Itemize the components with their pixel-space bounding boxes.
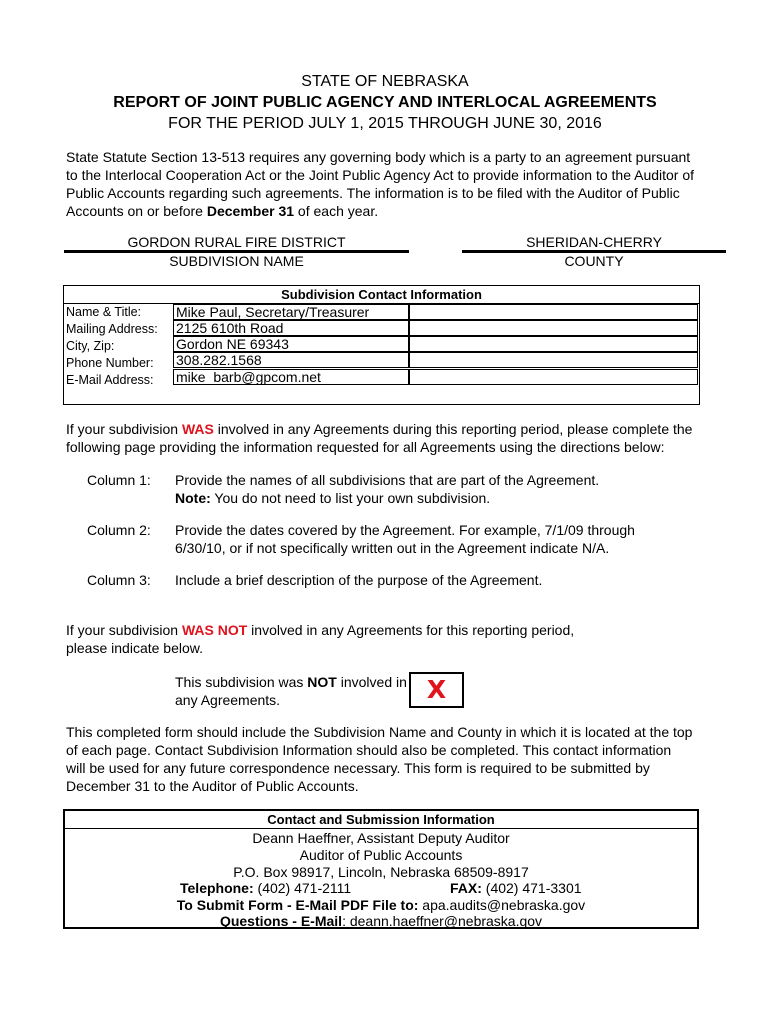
not-involved-checkbox[interactable]	[409, 672, 464, 708]
report-title: REPORT OF JOINT PUBLIC AGENCY AND INTERLOCAL AGREEMENTS	[113, 94, 657, 111]
was-involved-paragraph	[66, 420, 726, 456]
email-address-field[interactable]: mike_barb@gpcom.net	[173, 369, 409, 385]
was-not-involved-paragraph	[66, 621, 726, 657]
column-2-line: 6/30/10, or if not specifically written out in the Agreement indicate N/A.	[175, 540, 610, 556]
intro-line: Accounts on or before December 31 of each year.	[66, 203, 379, 219]
extra-field-3[interactable]	[409, 336, 698, 352]
column-1-line: Provide the names of all subdivisions that are part of the Agreement.	[175, 472, 600, 488]
closing-line: of each page. Contact Subdivision Information should also be completed. This contact information	[66, 742, 672, 758]
report-period: FOR THE PERIOD JULY 1, 2015 THROUGH JUNE 30, 2016	[168, 115, 602, 132]
column-3-label: Column 3:	[87, 572, 151, 588]
mailing-address-field[interactable]: 2125 610th Road	[173, 320, 409, 336]
extra-field-1[interactable]	[409, 304, 698, 320]
county-field[interactable]: SHERIDAN-CHERRY	[462, 233, 726, 253]
subdivision-name-label: SUBDIVISION NAME	[169, 253, 304, 269]
fax-line: FAX: (402) 471-3301	[450, 880, 582, 896]
auditor-name: Deann Haeffner, Assistant Deputy Auditor	[252, 830, 510, 846]
not-involved-line: This subdivision was NOT involved in	[175, 674, 407, 690]
was-line: If your subdivision WAS involved in any Agreements during this reporting period, please complete the	[66, 421, 693, 437]
phone-number-field[interactable]: 308.282.1568	[173, 352, 409, 368]
questions-email-line[interactable]: Questions - E-Mail: deann.haeffner@nebraska.gov	[219, 913, 543, 929]
column-2-label: Column 2:	[87, 522, 151, 538]
auditor-office: Auditor of Public Accounts	[299, 847, 463, 863]
auditor-address: P.O. Box 98917, Lincoln, Nebraska 68509-8917	[233, 864, 529, 880]
city-zip-label: City, Zip:	[66, 339, 115, 353]
closing-line: will be used for any future correspondence necessary. This form is required to be submitted by	[66, 760, 650, 776]
column-1-label: Column 1:	[87, 472, 151, 488]
column-2-line: Provide the dates covered by the Agreement. For example, 7/1/09 through	[175, 522, 635, 538]
intro-line: Public Accounts regarding such agreements. The information is to be filed with the Auditor of Public	[66, 185, 680, 201]
closing-line: This completed form should include the Subdivision Name and County in which it is located at the top	[66, 724, 693, 740]
subdivision-name-field[interactable]: GORDON RURAL FIRE DISTRICT	[64, 233, 409, 253]
intro-line: to the Interlocal Cooperation Act or the Joint Public Agency Act to provide information to the Auditor of	[66, 167, 695, 183]
phone-number-label: Phone Number:	[66, 356, 154, 370]
column-3-text: Include a brief description of the purpose of the Agreement.	[175, 572, 543, 588]
contact-heading: Subdivision Contact Information	[64, 286, 699, 304]
was-not-line: If your subdivision WAS NOT involved in any Agreements for this reporting period,	[66, 622, 575, 638]
column-2-text	[175, 521, 735, 557]
column-1-text	[175, 471, 735, 507]
telephone-line: Telephone: (402) 471-2111	[180, 880, 352, 896]
submission-heading: Contact and Submission Information	[65, 811, 697, 829]
submit-email-line[interactable]: To Submit Form - E-Mail PDF File to: apa.audits@nebraska.gov	[176, 897, 586, 913]
state-heading: STATE OF NEBRASKA	[301, 73, 469, 90]
not-involved-statement	[175, 673, 415, 709]
name-title-field[interactable]: Mike Paul, Secretary/Treasurer	[173, 304, 409, 320]
city-zip-field[interactable]: Gordon NE 69343	[173, 336, 409, 352]
intro-line: State Statute Section 13-513 requires any governing body which is a party to an agreement pursuant	[66, 149, 691, 165]
was-not-line: please indicate below.	[66, 640, 203, 656]
subdivision-contact-table	[63, 285, 700, 405]
x-mark-icon: X	[426, 675, 447, 704]
submission-info-box	[63, 809, 699, 929]
was-line: following page providing the information requested for all Agreements using the directions below:	[66, 439, 665, 455]
name-title-label: Name & Title:	[66, 305, 142, 319]
column-1-note: Note: You do not need to list your own subdivision.	[175, 490, 491, 506]
closing-paragraph	[66, 723, 731, 795]
extra-field-2[interactable]	[409, 320, 698, 336]
not-involved-line: any Agreements.	[175, 692, 281, 708]
email-address-label: E-Mail Address:	[66, 373, 154, 387]
intro-paragraph	[66, 148, 726, 220]
county-label: COUNTY	[564, 253, 624, 269]
mailing-address-label: Mailing Address:	[66, 322, 158, 336]
closing-line: December 31 to the Auditor of Public Accounts.	[66, 778, 359, 794]
extra-field-4[interactable]	[409, 352, 698, 368]
extra-field-5[interactable]	[409, 369, 698, 385]
